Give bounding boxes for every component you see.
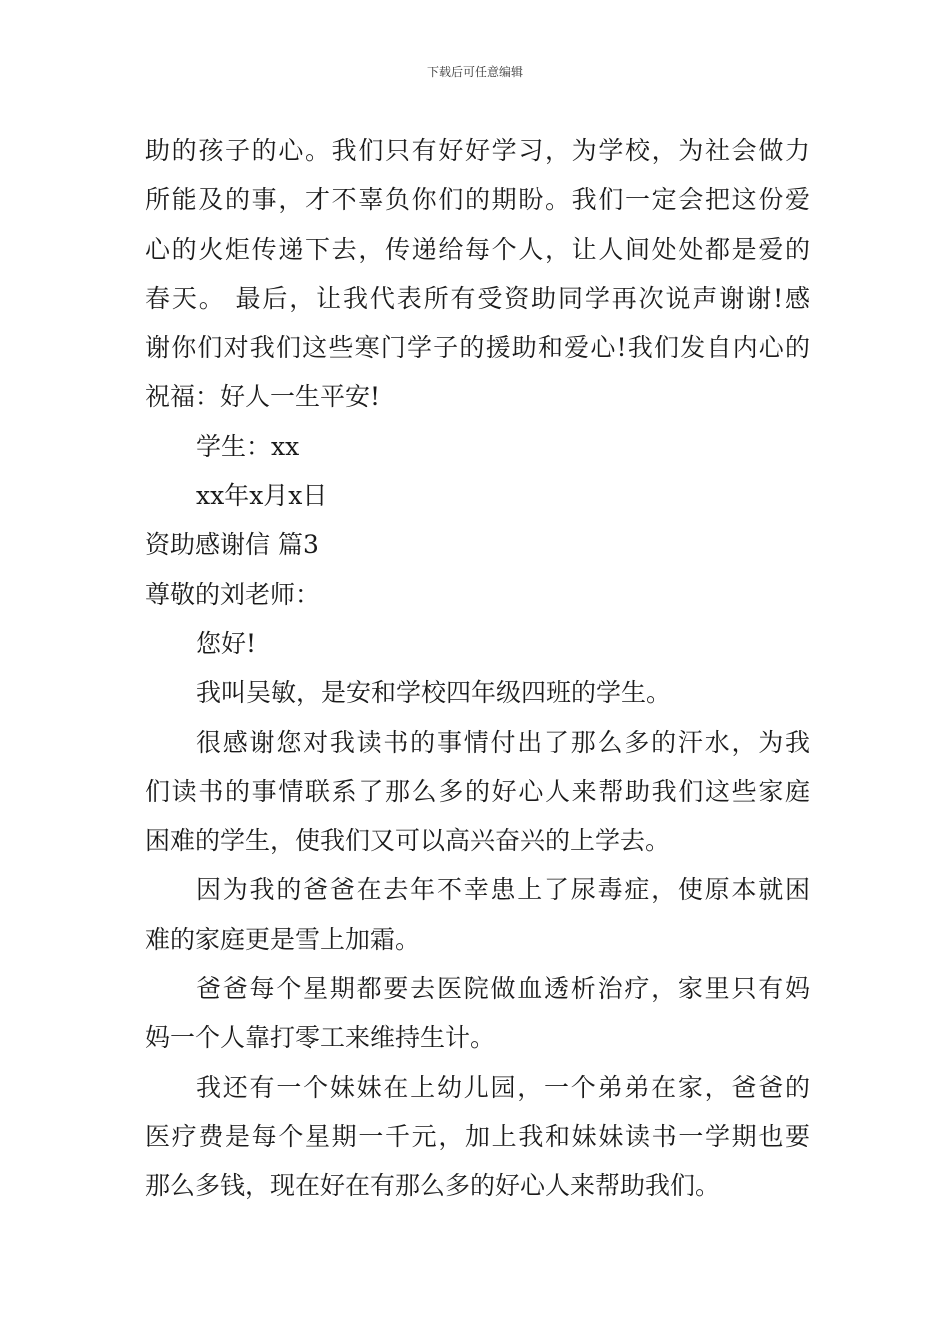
text-line: 很感谢您对我读书的事情付出了那么多的汗水，为我 — [196, 727, 810, 757]
text-line: 那么多钱，现在好在有那么多的好心人来帮助我们。 — [145, 1171, 721, 1201]
text-line: 们读书的事情联系了那么多的好心人来帮助我们这些家庭 — [145, 776, 810, 806]
text-line: 春天。 最后，让我代表所有受资助同学再次说声谢谢!感 — [145, 283, 810, 313]
text-line: 学生：xx — [196, 431, 300, 461]
text-line: xx年x月x日 — [196, 481, 328, 511]
text-line: 难的家庭更是雪上加霜。 — [145, 924, 421, 954]
text-line: 爸爸每个星期都要去医院做血透析治疗，家里只有妈 — [196, 974, 810, 1004]
text-line: 心的火炬传递下去，传递给每个人，让人间处处都是爱的 — [145, 234, 810, 264]
text-line: 妈一个人靠打零工来维持生计。 — [145, 1023, 496, 1053]
document-body — [145, 126, 810, 1211]
text-line: 因为我的爸爸在去年不幸患上了尿毒症，使原本就困 — [196, 875, 810, 905]
text-line: 我叫吴敏，是安和学校四年级四班的学生。 — [196, 678, 672, 708]
text-line: 医疗费是每个星期一千元，加上我和妹妹读书一学期也要 — [145, 1121, 810, 1151]
text-line: 您好! — [196, 628, 257, 658]
text-line: 困难的学生，使我们又可以高兴奋兴的上学去。 — [145, 826, 671, 856]
text-line: 所能及的事，才不辜负你们的期盼。我们一定会把这份爱 — [145, 185, 810, 215]
text-line: 助的孩子的心。我们只有好好学习，为学校，为社会做力 — [145, 136, 810, 165]
text-line: 谢你们对我们这些寒门学子的援助和爱心!我们发自内心的 — [145, 333, 810, 363]
text-line: 我还有一个妹妹在上幼儿园，一个弟弟在家，爸爸的 — [196, 1072, 810, 1102]
page-header: 下载后可任意编辑 — [426, 65, 523, 79]
text-line: 祝福：好人一生平安! — [145, 382, 381, 412]
text-line: 资助感谢信 篇3 — [145, 530, 319, 560]
text-line: 尊敬的刘老师： — [145, 579, 321, 609]
